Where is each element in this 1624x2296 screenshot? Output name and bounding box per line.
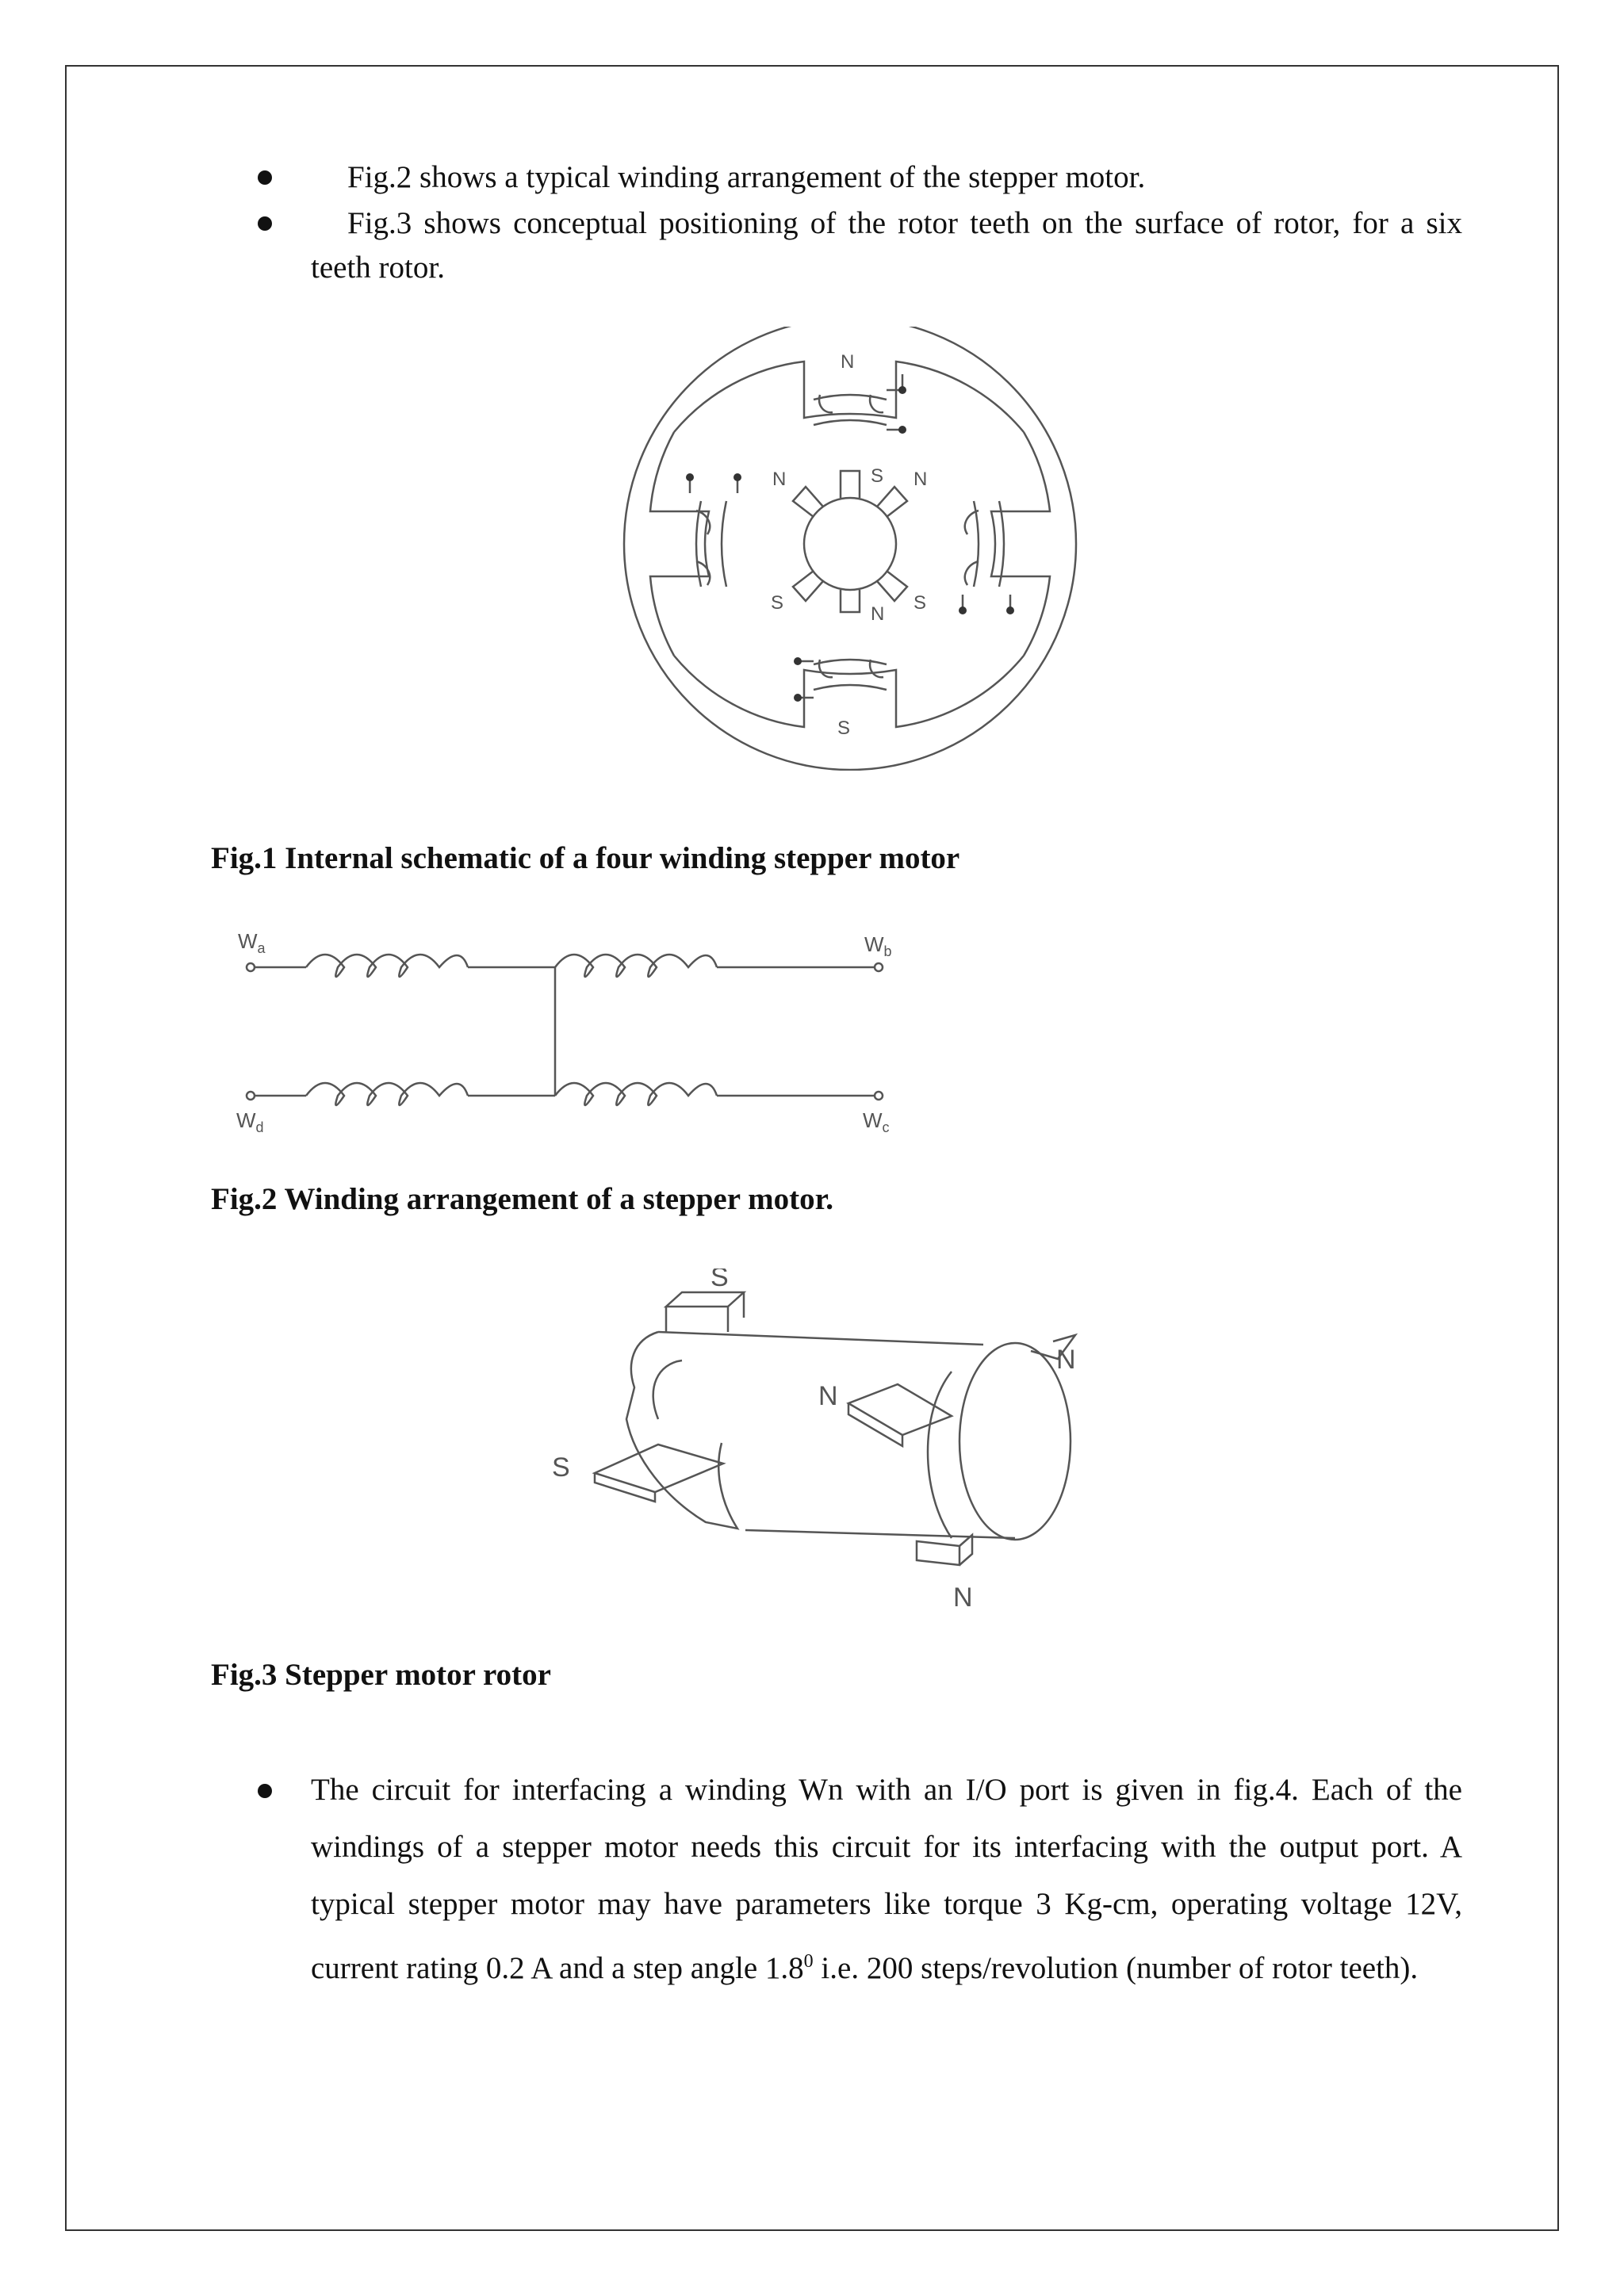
bullet-dot bbox=[258, 216, 272, 231]
terminal-wb: $W_b$ bbox=[864, 932, 892, 959]
fig3-rotor-diagram bbox=[539, 1269, 1110, 1617]
pole-label: S bbox=[914, 592, 927, 614]
terminal-wd: $W_d$ bbox=[236, 1108, 264, 1135]
pole-label: S bbox=[552, 1452, 570, 1483]
degree-superscript: 0 bbox=[803, 1951, 814, 1972]
pole-label: N bbox=[953, 1582, 973, 1613]
pole-label: S bbox=[771, 592, 784, 614]
pole-label: S bbox=[837, 718, 851, 739]
pole-label: N bbox=[818, 1381, 838, 1411]
terminal-wa: $W_a$ bbox=[238, 929, 266, 956]
fig2-winding-diagram bbox=[230, 920, 912, 1158]
pole-label: N bbox=[841, 351, 855, 373]
terminal-wc: $W_c$ bbox=[863, 1108, 890, 1135]
intro-bullet-1 bbox=[254, 155, 1462, 200]
pole-label: N bbox=[1056, 1345, 1076, 1375]
pole-label: S bbox=[710, 1269, 729, 1292]
fig3-caption: Fig.3 Stepper motor rotor bbox=[211, 1658, 551, 1692]
paragraph-text: The circuit for interfacing a winding Wn with an I/O port is given in fig.4. Each of the windings of a stepper motor needs this circuit for its interfacing with the output port. A typical stepper motor may have parameters like torque 3 Kg-cm, operating voltage 12V, current rating 0.2 A and a step angle 1.8 bbox=[311, 1773, 1462, 1985]
intro-bullet-text: Fig.2 shows a typical winding arrangement of the stepper motor. bbox=[347, 160, 1146, 194]
fig1-stator-diagram bbox=[619, 327, 1083, 771]
bullet-dot bbox=[258, 1784, 272, 1798]
body-paragraph bbox=[311, 1762, 1462, 1997]
pole-label: S bbox=[871, 465, 884, 487]
fig1-caption: Fig.1 Internal schematic of a four winding stepper motor bbox=[211, 841, 960, 875]
paragraph-text-end: i.e. 200 steps/revolution (number of rotor teeth). bbox=[813, 1951, 1419, 1985]
pole-label: N bbox=[914, 469, 928, 490]
intro-bullet-text: Fig.3 shows conceptual positioning of the rotor teeth on the surface of rotor, for a six teeth rotor. bbox=[311, 206, 1462, 285]
pole-label: N bbox=[871, 603, 885, 625]
intro-bullet-2 bbox=[311, 201, 1462, 290]
fig2-caption: Fig.2 Winding arrangement of a stepper motor. bbox=[211, 1182, 834, 1216]
pole-label: N bbox=[772, 469, 787, 490]
